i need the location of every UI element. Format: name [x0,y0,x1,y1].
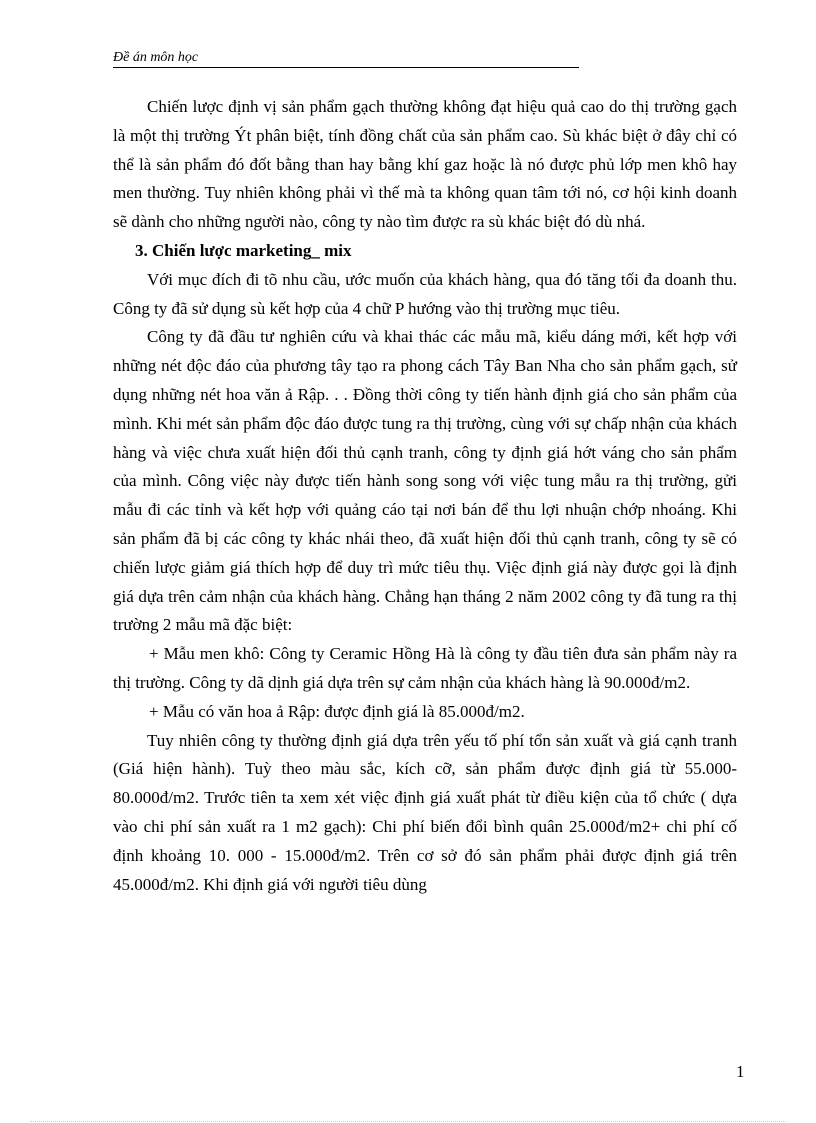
page-bottom-divider [30,1121,786,1122]
paragraph-positioning-strategy: Chiến lược định vị sản phẩm gạch thường không đạt hiệu quả cao do thị trường gạch là một thị trường Ýt phân biệt, tính đồng chất của sản phẩm cao. Sù khác biệt ở đây chỉ có thể là sản phẩm đó đốt bằng than hay bằng khí gaz hoặc là nó được phủ lớp men khô hay men thường. Tuy nhiên không phải vì thế mà ta không quan tâm tới nó, cơ hội kinh doanh sẽ dành cho những người nào, công ty nào tìm được ra sù khác biệt đó dù nhá. [113,97,737,232]
bullet-dry-glaze-sample: + Mẫu men khô: Công ty Ceramic Hồng Hà là công ty đầu tiên đưa sản phẩm này ra thị trường. Công ty dã dịnh giá dựa trên sự cảm nhận của khách hàng là 90.000đ/m2. [113,644,737,692]
header-title: Đề án môn học [113,50,199,65]
paragraph-product-pricing: Công ty đã đầu tư nghiên cứu và khai thác các mẫu mã, kiểu dáng mới, kết hợp với những nét độc đáo của phương tây tạo ra phong cách Tây Ban Nha cho sản phẩm gạch, sử dụng những nét hoa văn ả Rập. . . Đồng thời công ty tiến hành định giá cho sản phẩm của mình. Khi mét sản phẩm độc đáo được tung ra thị trường, cùng với sự chấp nhận của khách hàng và việc chưa xuất hiện đối thủ cạnh tranh, công ty định giá hớt váng cho sản phẩm của mình. Công việc này được tiến hành song song với việc tung mẫu ra thị trường, gửi mẫu đi các tỉnh và kết hợp với quảng cáo tại nơi bán để thu lợi nhuận chớp nhoáng. Khi sản phẩm đã bị các công ty khác nhái theo, đã xuất hiện đối thủ cạnh tranh, công ty sẽ có chiến lược giảm giá thích hợp để duy trì mức tiêu thụ. Việc định giá này được gọi là định giá dựa trên cảm nhận của khách hàng. Chẳng hạn tháng 2 năm 2002 công ty đã tung ra thị trường 2 mẫu mã đặc biệt: [113,327,737,635]
page-header [113,50,579,68]
section-heading-marketing-mix: 3. Chiến lược marketing_ mix [135,240,352,260]
paragraph-cost-based-pricing: Tuy nhiên công ty thường định giá dựa trên yếu tố phí tổn sản xuất và giá cạnh tranh (Giá hiện hành). Tuỳ theo màu sắc, kích cỡ, sản phẩm được định giá từ 55.000-80.000đ/m2. Trước tiên ta xem xét việc định giá xuất phát từ điều kiện của tổ chức ( dựa vào chi phí sản xuất ra 1 m2 gạch): Chi phí biến đổi bình quân 25.000đ/m2+ chi phí cố định khoảng 10. 000 - 15.000đ/m2. Trên cơ sở đó sản phẩm phải được định giá trên 45.000đ/m2. Khi định giá với người tiêu dùng [113,730,737,894]
paragraph-marketing-purpose: Với mục đích đi tõ nhu cầu, ước muốn của khách hàng, qua đó tăng tối đa doanh thu. Công ty đã sử dụng sù kết hợp của 4 chữ P hướng vào thị trường mục tiêu. [113,269,737,318]
page-number: 1 [736,1062,745,1081]
bullet-arabic-pattern-sample: + Mẫu có văn hoa ả Rập: được định giá là 85.000đ/m2. [149,701,525,721]
document-body [113,93,737,899]
